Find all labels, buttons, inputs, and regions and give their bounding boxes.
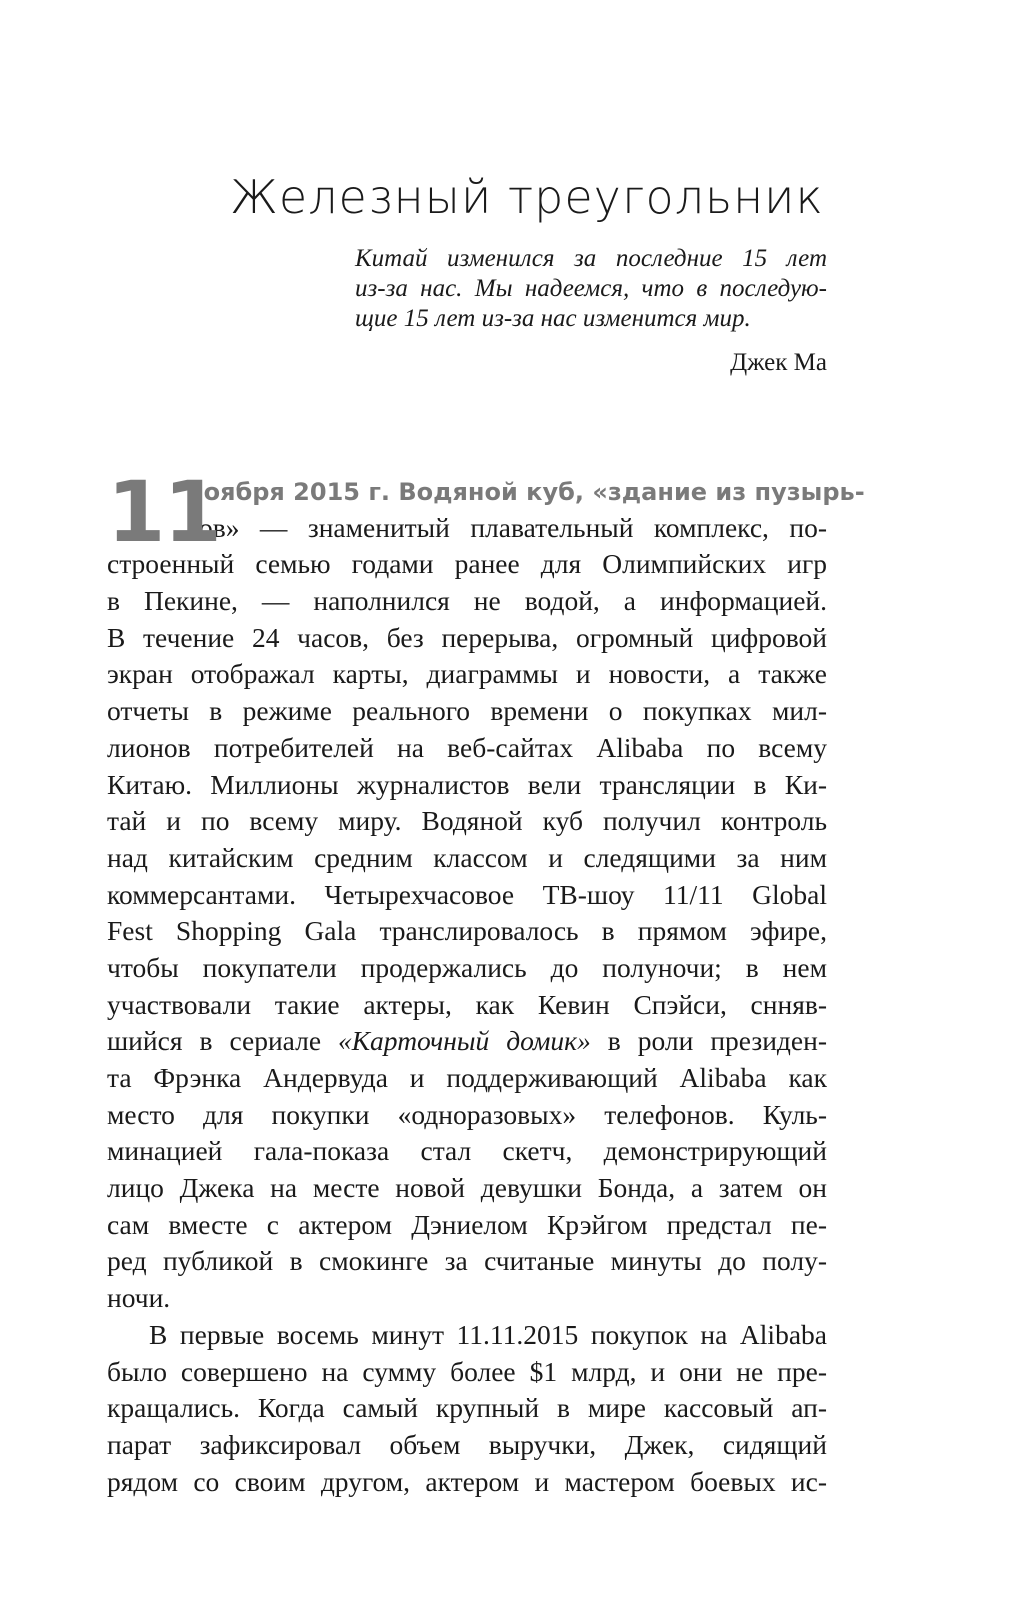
paragraph-line: В течение 24 часов, без перерыва, огромный цифровой [107,621,827,653]
show-line-before: шийся в сериале [107,1025,339,1057]
paragraph-line: отчеты в режиме реального времени о покупках мил- [107,695,827,727]
paragraph-line: коммерсантами. Четырехчасовое ТВ-шоу 11/11 Global [107,878,827,910]
paragraph-line: парат зафиксировал объем выручки, Джек, сидящий [107,1428,827,1460]
lead-in-line [187,473,865,510]
paragraph-line: в Пекине, — наполнился не водой, а информацией. [107,585,827,617]
paragraph-line: сам вместе с актером Дэниелом Крэйгом предстал пе- [107,1208,827,1240]
drop-cap: 11 [107,463,220,561]
paragraph-line: Китаю. Миллионы журналистов вели трансляции в Ки- [107,768,827,800]
epigraph-author: Джек Ма [730,349,827,376]
paragraph-line: ночи. [107,1282,171,1314]
epigraph-line: из-за нас. Мы надеемся, что в последую- [355,275,827,302]
paragraph-line: ков» — знаменитый плавательный комплекс, по- [187,511,827,543]
paragraph-line: та Фрэнка Андервуда и поддерживающий Alibaba как [107,1062,827,1093]
paragraph-line: было совершено на сумму более $1 млрд, и они не пре- [107,1355,827,1387]
paragraph-line: рядом со своим другом, актером и мастером боевых ис- [107,1465,827,1497]
paragraph-line: участвовали такие актеры, как Кевин Спэйси, снняв- [107,988,827,1020]
body-text [107,463,865,1500]
paragraph-line: тай и по всему миру. Водяной куб получил контроль [107,805,827,837]
paragraph-line: ред публикой в смокинге за считаные минуты до полу- [107,1245,827,1277]
paragraph-line: лионов потребителей на веб-сайтах Alibaba по всему [107,731,827,763]
paragraph-line: экран отображал карты, диаграммы и новости, а также [107,658,827,690]
epigraph [355,244,827,378]
show-line-after: в роли президен- [590,1025,827,1057]
lead-in: ноября 2015 г. Водяной куб, «здание из пузырь- [187,478,865,506]
paragraph-line [107,1023,827,1060]
paragraph-line: кращались. Когда самый крупный в мире кассовый ап- [107,1392,827,1424]
paragraph-line: минацией гала-показа стал скетч, демонстрирующий [107,1135,827,1167]
paragraph-line: лицо Джека на месте новой девушки Бонда, а затем он [107,1172,827,1204]
paragraph-line: место для покупки «одноразовых» телефонов. Куль- [107,1098,827,1130]
epigraph-line: Китай изменился за последние 15 лет [355,245,827,272]
epigraph-line: щие 15 лет из-за нас изменится мир. [355,305,751,332]
show-title: «Карточный домик» [338,1025,591,1057]
paragraph-line: Fest Shopping Gala транслировалось в прямом эфире, [107,915,827,947]
paragraph-line: чтобы покупатели продержались до полуночи; в нем [107,951,827,983]
paragraph-line: над китайским средним классом и следящими за ним [107,841,827,873]
paragraph-line: строенный семью годами ранее для Олимпийских игр [107,548,827,580]
chapter-title: Железный треугольник [230,170,824,224]
paragraph-line: В первые восемь минут 11.11.2015 покупок на Alibaba [149,1318,827,1350]
